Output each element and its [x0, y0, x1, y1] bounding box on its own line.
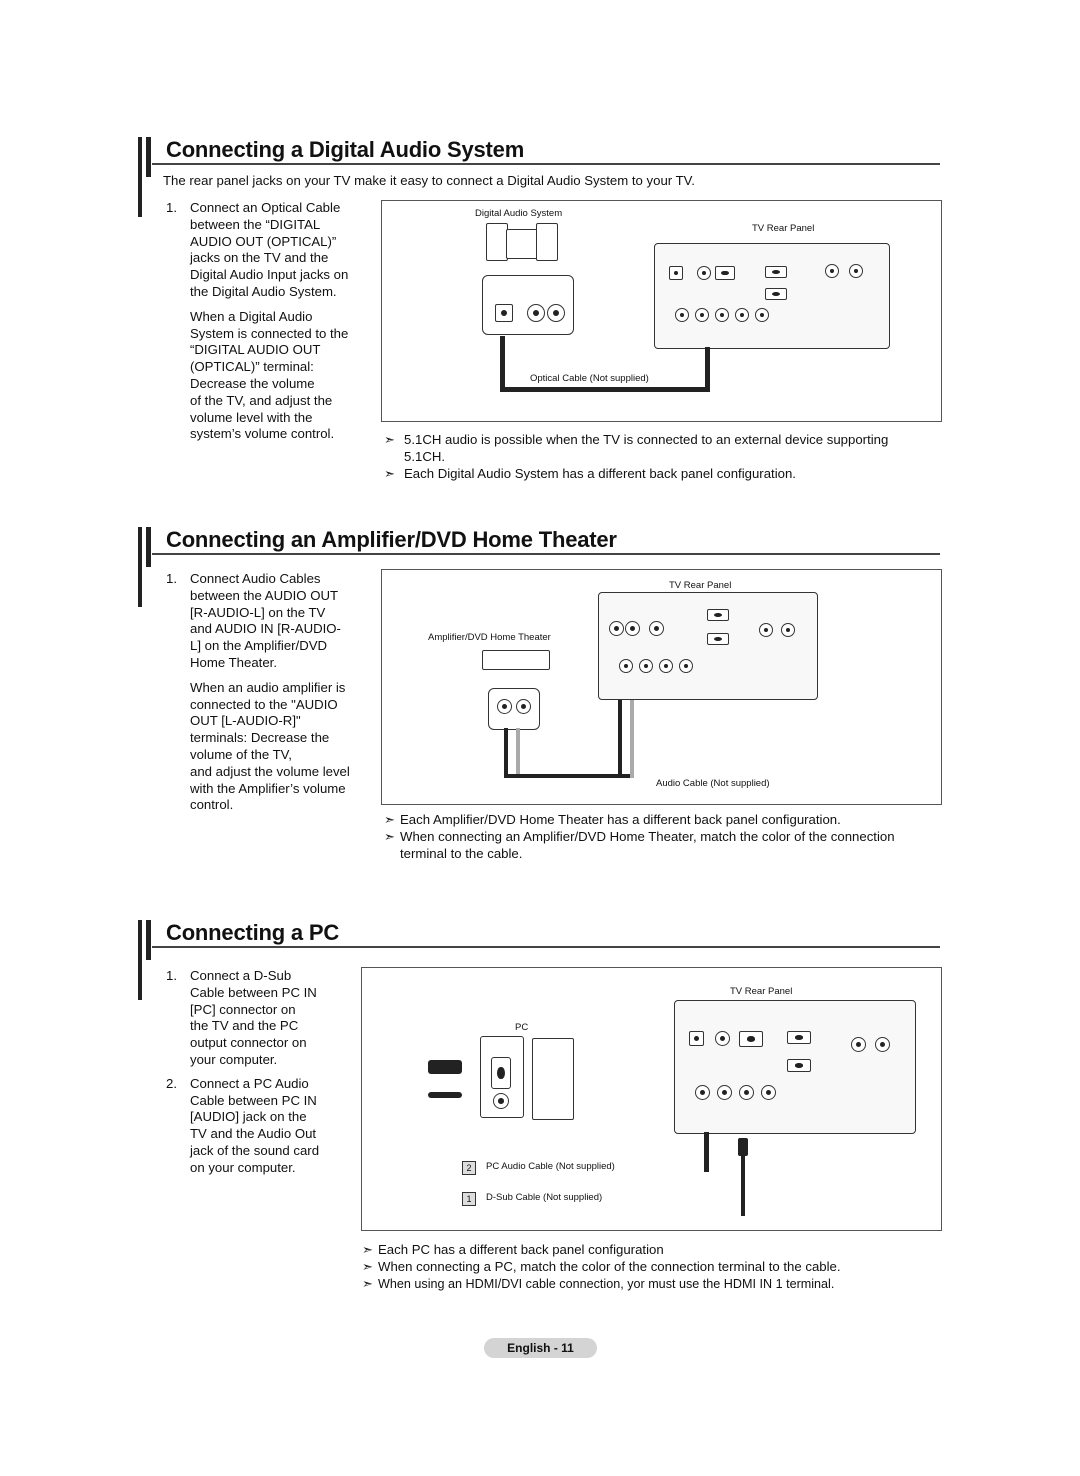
- section-bar: [138, 137, 142, 217]
- pc-audio-cable: [704, 1132, 709, 1172]
- cable-label: PC Audio Cable (Not supplied): [486, 1161, 615, 1172]
- section-bar: [138, 527, 142, 607]
- audio-cable: [516, 728, 520, 778]
- audio-jack-icon: [697, 266, 711, 280]
- note-text: Each Amplifier/DVD Home Theater has a different back panel configuration.: [400, 812, 841, 827]
- arrow-icon: ➣: [362, 1275, 374, 1291]
- notes: [362, 1242, 922, 1292]
- note-text: When connecting an Amplifier/DVD Home Theater, match the color of the connection terminal to the cable.: [400, 828, 895, 861]
- section-bar: [146, 527, 151, 567]
- section-rule: [152, 553, 940, 555]
- step-text: Connect a D-Sub Cable between PC IN [PC] connector on the TV and the PC output connector on your computer.: [190, 968, 317, 1067]
- audio-jack-icon: [675, 308, 689, 322]
- optical-cable: [500, 336, 505, 391]
- hdmi-port-icon: [787, 1031, 811, 1044]
- note-text: 5.1CH audio is possible when the TV is connected to an external device supporting 5.1CH.: [404, 432, 889, 464]
- pc-tower-icon: [532, 1038, 574, 1120]
- note-item: [384, 466, 924, 483]
- notes: [384, 812, 924, 862]
- audio-jack-icon: [639, 659, 653, 673]
- audio-jack-icon: [739, 1085, 754, 1100]
- panel-label: TV Rear Panel: [730, 986, 793, 997]
- step-1: [166, 968, 346, 1069]
- amplifier-diagram: [381, 569, 942, 805]
- step-paragraph: When an audio amplifier is connected to the "AUDIO OUT [L-AUDIO-R]" terminals: Decrease the volume of the TV, and adjust the volume level with the Amplifier’s volume control.: [190, 679, 350, 813]
- note-item: [384, 829, 924, 863]
- note-item: [384, 432, 924, 466]
- intro-text: The rear panel jacks on your TV make it easy to connect a Digital Audio System to your TV.: [163, 173, 695, 188]
- cable-label: D-Sub Cable (Not supplied): [486, 1192, 603, 1203]
- hdmi-port-icon: [707, 633, 729, 645]
- optical-jack-icon: [669, 266, 683, 280]
- optical-cable: [705, 347, 710, 392]
- antenna-jack-icon: [781, 623, 795, 637]
- antenna-jack-icon: [849, 264, 863, 278]
- audio-jack-icon: [625, 621, 640, 636]
- audio-jack-icon: [735, 308, 749, 322]
- step-text: Connect a PC Audio Cable between PC IN [AUDIO] jack on the TV and the Audio Out jack of the sound card on your computer.: [190, 1075, 320, 1175]
- section-bar: [138, 920, 142, 1000]
- steps: [166, 571, 366, 814]
- dsub-connector-icon: [428, 1060, 462, 1074]
- section-title: Connecting a PC: [166, 920, 340, 945]
- audio-plug-icon: [428, 1092, 462, 1098]
- step-number: 1.: [166, 200, 177, 215]
- audio-jack-icon: [715, 1031, 730, 1046]
- digital-audio-diagram: [381, 200, 942, 422]
- audio-jack-icon: [527, 304, 545, 322]
- arrow-icon: ➣: [384, 432, 396, 447]
- note-text: When connecting a PC, match the color of the connection terminal to the cable.: [378, 1258, 841, 1274]
- audio-jack-icon: [649, 621, 664, 636]
- arrow-icon: ➣: [384, 828, 396, 844]
- audio-cable: [504, 728, 508, 778]
- antenna-jack-icon: [759, 623, 773, 637]
- audio-jack-icon: [715, 308, 729, 322]
- dvd-player-icon: [482, 650, 550, 670]
- note-text: Each PC has a different back panel configuration: [378, 1242, 664, 1257]
- note-text: When using an HDMI/DVI cable connection, yor must use the HDMI IN 1 terminal.: [378, 1276, 835, 1291]
- note-text: Each Digital Audio System has a different back panel configuration.: [404, 465, 796, 481]
- note-item: [362, 1242, 922, 1259]
- panel-label: TV Rear Panel: [752, 223, 815, 234]
- step-number: 2.: [166, 1075, 177, 1091]
- audio-jack-icon: [695, 1085, 710, 1100]
- hdmi-port-icon: [707, 609, 729, 621]
- pc-diagram: [361, 967, 942, 1231]
- antenna-jack-icon: [825, 264, 839, 278]
- step-text: Connect an Optical Cable between the “DIGITAL AUDIO OUT (OPTICAL)” jacks on the TV and the Digital Audio Input jacks on the Digital Audio System.: [190, 200, 349, 299]
- audio-cable: [504, 774, 632, 778]
- audio-in-panel: [488, 688, 540, 730]
- audio-input-panel: [482, 275, 574, 335]
- audio-jack-icon: [547, 304, 565, 322]
- device-label: Amplifier/DVD Home Theater: [428, 632, 551, 643]
- pc-port-panel: [480, 1036, 524, 1118]
- dsub-port-icon: [491, 1057, 511, 1089]
- steps: [166, 200, 366, 443]
- step-number: 1.: [166, 571, 177, 586]
- cable-number-badge: 2: [462, 1161, 476, 1175]
- optical-jack-icon: [689, 1031, 704, 1046]
- dsub-port-icon: [715, 266, 735, 280]
- tv-rear-panel-illustration: [598, 592, 818, 700]
- device-label: Digital Audio System: [475, 208, 563, 219]
- section-bar: [146, 137, 151, 177]
- device-label: PC: [515, 1022, 529, 1033]
- audio-jack-icon: [609, 621, 624, 636]
- note-item: [362, 1259, 922, 1276]
- receiver-icon: [506, 229, 538, 259]
- arrow-icon: ➣: [384, 812, 396, 827]
- audio-jack-icon: [755, 308, 769, 322]
- cable-label: Audio Cable (Not supplied): [656, 778, 770, 789]
- step-1: [166, 200, 366, 301]
- audio-jack-icon: [679, 659, 693, 673]
- speaker-icon: [536, 223, 558, 261]
- audio-cable: [630, 700, 634, 778]
- arrow-icon: ➣: [362, 1242, 374, 1257]
- section-bar: [146, 920, 151, 960]
- hdmi-port-icon: [765, 266, 787, 278]
- note-item: [362, 1276, 922, 1293]
- arrow-icon: ➣: [384, 465, 396, 481]
- cable-label: Optical Cable (Not supplied): [530, 373, 649, 384]
- audio-jack-icon: [717, 1085, 732, 1100]
- note-item: [384, 812, 924, 829]
- audio-jack-icon: [659, 659, 673, 673]
- audio-jack-icon: [695, 308, 709, 322]
- step-text: Connect Audio Cables between the AUDIO OUT [R-AUDIO-L] on the TV and AUDIO IN [R-AUDIO- L] on the Amplifier/DVD Home Theater.: [190, 571, 341, 670]
- step-1: [166, 571, 366, 672]
- steps: [166, 968, 346, 1177]
- cable-number-badge: 1: [462, 1192, 476, 1206]
- page-number-badge: English - 11: [484, 1338, 597, 1358]
- tv-rear-panel-illustration: [674, 1000, 916, 1134]
- optical-cable: [500, 387, 710, 392]
- antenna-jack-icon: [851, 1037, 866, 1052]
- section-title: Connecting an Amplifier/DVD Home Theater: [166, 527, 617, 552]
- hdmi-port-icon: [765, 288, 787, 300]
- step-2: [166, 1076, 346, 1177]
- audio-jack-icon: [497, 699, 512, 714]
- step-paragraph: When a Digital Audio System is connected to the “DIGITAL AUDIO OUT (OPTICAL)” terminal: Decrease the volume of the TV, and adjust the volume level with the system’s volume control.: [190, 308, 349, 442]
- audio-cable: [618, 700, 622, 778]
- notes: [384, 432, 924, 482]
- audio-jack-icon: [493, 1093, 509, 1109]
- section-rule: [152, 163, 940, 165]
- audio-jack-icon: [761, 1085, 776, 1100]
- dsub-cable: [741, 1154, 745, 1216]
- step-number: 1.: [166, 968, 177, 983]
- dsub-port-icon: [739, 1031, 763, 1047]
- arrow-icon: ➣: [362, 1258, 374, 1274]
- hdmi-port-icon: [787, 1059, 811, 1072]
- speaker-icon: [486, 223, 508, 261]
- antenna-jack-icon: [875, 1037, 890, 1052]
- tv-rear-panel-illustration: [654, 243, 890, 349]
- section-title: Connecting a Digital Audio System: [166, 137, 525, 162]
- panel-label: TV Rear Panel: [669, 580, 732, 591]
- audio-jack-icon: [619, 659, 633, 673]
- audio-jack-icon: [516, 699, 531, 714]
- section-rule: [152, 946, 940, 948]
- optical-jack-icon: [495, 304, 513, 322]
